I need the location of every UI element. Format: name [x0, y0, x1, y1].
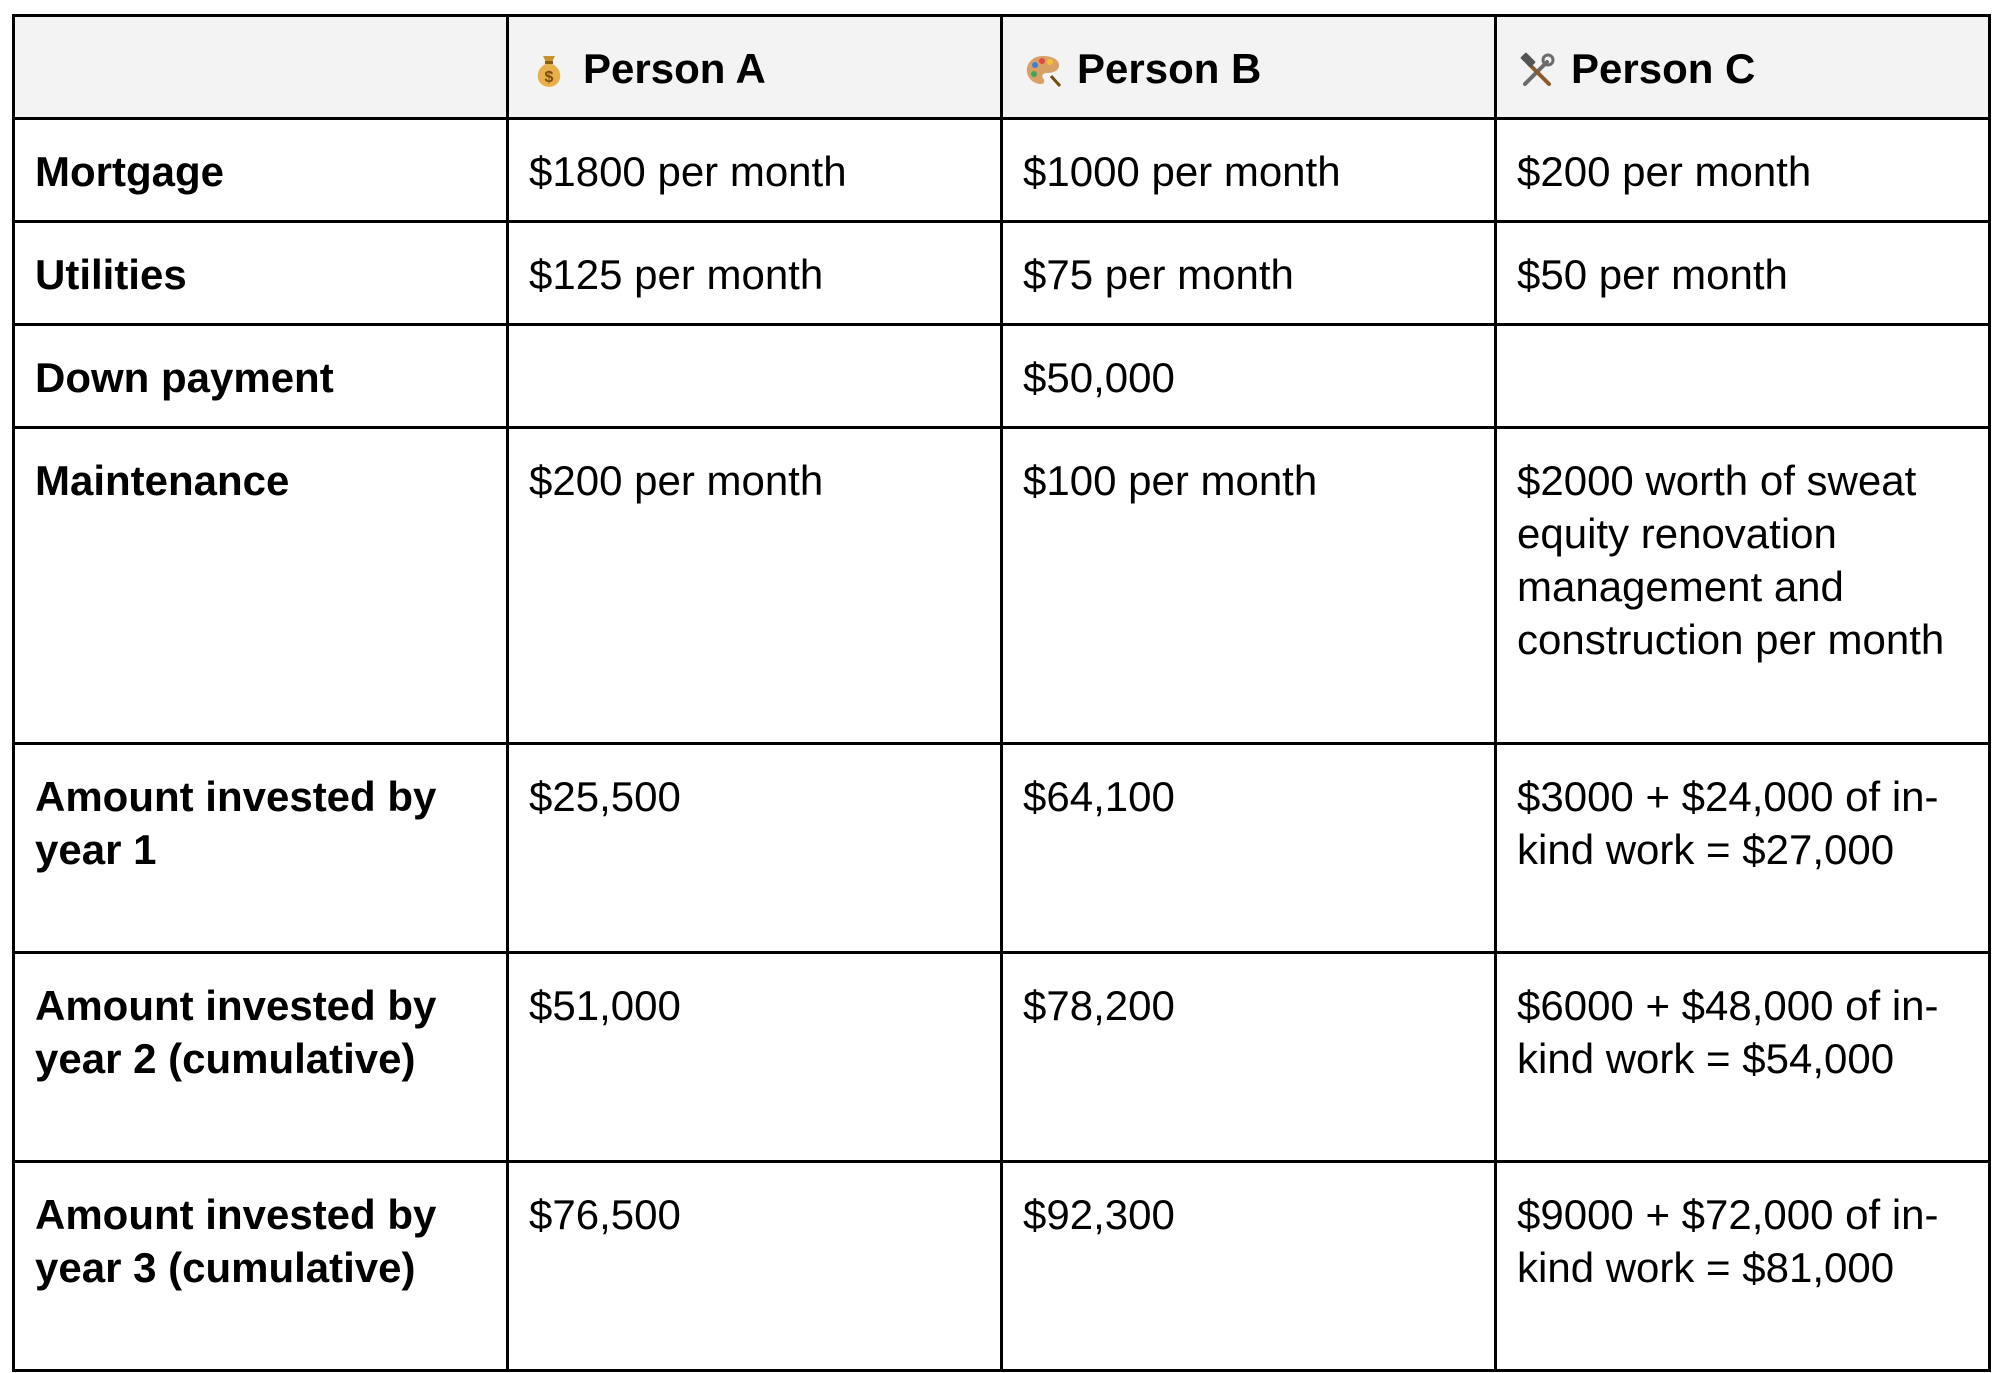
table-cell: $200 per month	[508, 428, 1002, 744]
table-cell: $6000 + $48,000 of in-kind work = $54,000	[1496, 953, 1990, 1162]
person-a-label: Person A	[583, 45, 766, 92]
table-row	[14, 428, 1990, 744]
table-cell: $78,200	[1002, 953, 1496, 1162]
table-cell: $64,100	[1002, 744, 1496, 953]
table-row	[14, 119, 1990, 222]
table-cell: $1800 per month	[508, 119, 1002, 222]
column-header-person-c	[1496, 16, 1990, 119]
table-cell: $200 per month	[1496, 119, 1990, 222]
table-cell: $125 per month	[508, 222, 1002, 325]
header-row	[14, 16, 1990, 119]
row-label: Amount invested by year 2 (cumulative)	[14, 953, 508, 1162]
table-cell: $100 per month	[1002, 428, 1496, 744]
person-b-label: Person B	[1077, 45, 1262, 92]
artist-palette-icon	[1023, 49, 1063, 89]
row-label: Amount invested by year 3 (cumulative)	[14, 1162, 508, 1371]
row-label: Maintenance	[14, 428, 508, 744]
table-row	[14, 744, 1990, 953]
column-header-person-b	[1002, 16, 1496, 119]
table-cell	[508, 325, 1002, 428]
table-row	[14, 325, 1990, 428]
table-cell: $75 per month	[1002, 222, 1496, 325]
money-bag-icon	[529, 49, 569, 89]
person-c-label: Person C	[1571, 45, 1756, 92]
column-header-person-a	[508, 16, 1002, 119]
table-cell	[1496, 325, 1990, 428]
table-cell: $92,300	[1002, 1162, 1496, 1371]
table-cell: $51,000	[508, 953, 1002, 1162]
table-cell: $3000 + $24,000 of in-kind work = $27,000	[1496, 744, 1990, 953]
row-label: Utilities	[14, 222, 508, 325]
table-cell: $25,500	[508, 744, 1002, 953]
table-row	[14, 1162, 1990, 1371]
table-header	[14, 16, 1990, 119]
row-label: Amount invested by year 1	[14, 744, 508, 953]
table-row	[14, 953, 1990, 1162]
table-cell: $2000 worth of sweat equity renovation management and construction per month	[1496, 428, 1990, 744]
hammer-and-wrench-icon	[1517, 49, 1557, 89]
row-label: Down payment	[14, 325, 508, 428]
corner-cell	[14, 16, 508, 119]
table-body	[14, 119, 1990, 1371]
table-cell: $76,500	[508, 1162, 1002, 1371]
table-cell: $50,000	[1002, 325, 1496, 428]
table-cell: $50 per month	[1496, 222, 1990, 325]
row-label: Mortgage	[14, 119, 508, 222]
table-cell: $1000 per month	[1002, 119, 1496, 222]
table-row	[14, 222, 1990, 325]
comparison-table	[12, 14, 1991, 1372]
svg-text:$: $	[544, 68, 554, 86]
table-cell: $9000 + $72,000 of in-kind work = $81,000	[1496, 1162, 1990, 1371]
